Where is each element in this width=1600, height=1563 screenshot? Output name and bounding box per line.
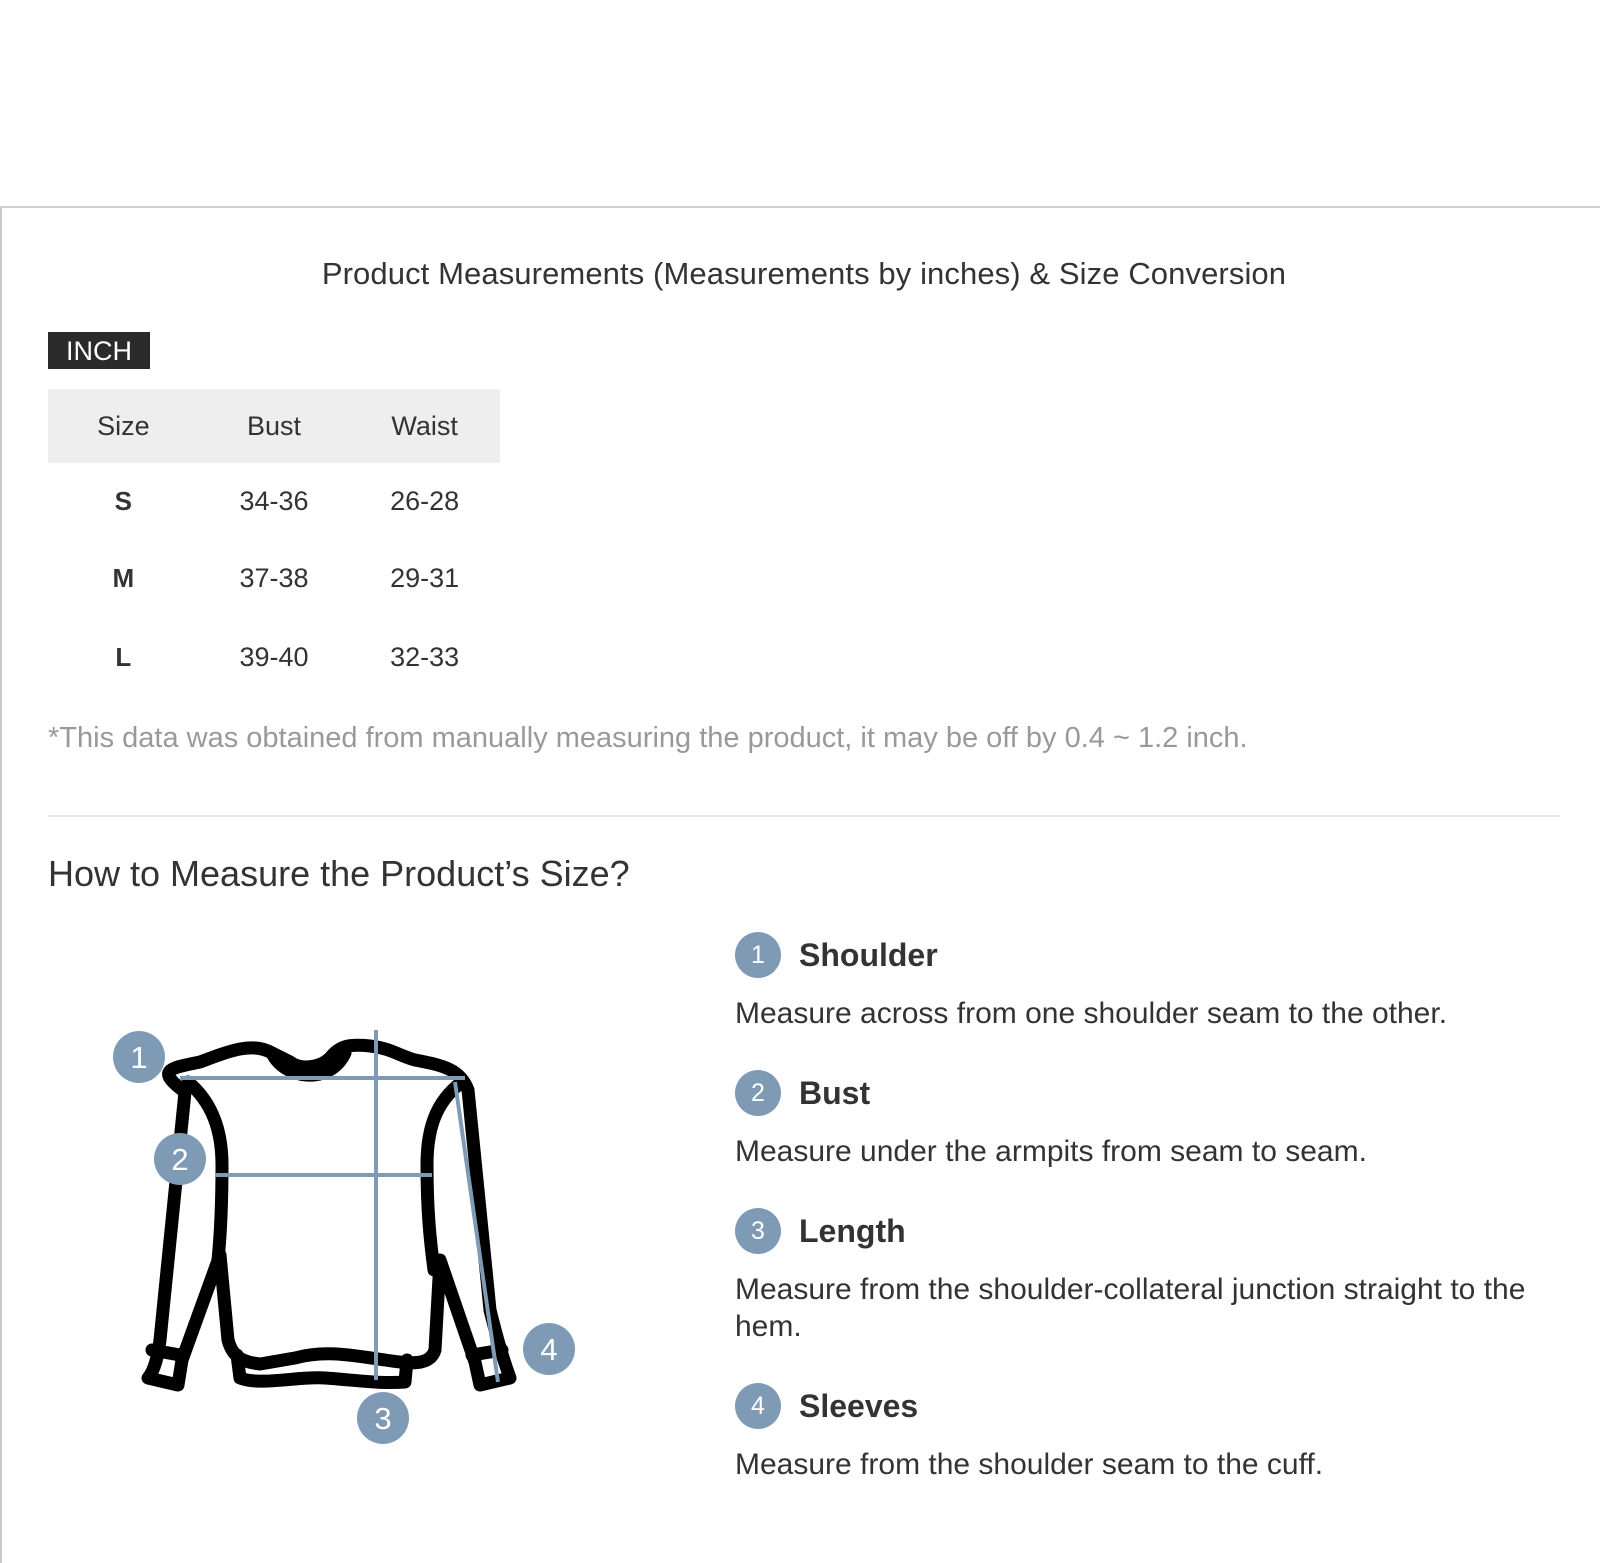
cell-waist: 32-33 [390, 642, 460, 672]
step-shoulder [735, 932, 1555, 1032]
table-row [48, 539, 500, 618]
header-bust: Bust [199, 389, 350, 463]
size-table [48, 389, 500, 697]
cell-size: S [114, 485, 132, 516]
step-number-badge: 4 [735, 1383, 781, 1429]
step-sleeves [735, 1383, 1555, 1483]
header-waist: Waist [349, 389, 500, 463]
cell-bust: 37-38 [239, 563, 309, 593]
step-description: Measure under the armpits from seam to seam. [735, 1135, 1367, 1168]
step-length [735, 1208, 1555, 1345]
step-description: Measure across from one shoulder seam to the other. [735, 997, 1448, 1030]
cell-size: M [112, 563, 135, 593]
table-row [48, 463, 500, 539]
table-row [48, 618, 500, 697]
marker-3-label: 3 [374, 1401, 392, 1436]
cell-size: L [115, 642, 132, 672]
cell-waist: 29-31 [390, 563, 460, 593]
marker-2-label: 2 [171, 1142, 189, 1177]
header-size: Size [48, 389, 199, 463]
unit-badge-inch[interactable]: INCH [48, 332, 150, 369]
step-label: Sleeves [799, 1387, 919, 1424]
sweater-measurement-diagram [100, 1010, 600, 1490]
cell-waist: 26-28 [390, 485, 460, 516]
step-description: Measure from the shoulder-collateral junction straight to the hem. [735, 1273, 1526, 1343]
table-header-row [48, 389, 500, 463]
step-description: Measure from the shoulder seam to the cuff. [735, 1448, 1324, 1481]
measurement-disclaimer: *This data was obtained from manually measuring the product, it may be off by 0.4 ~ 1.2 inch. [48, 722, 1248, 754]
marker-1-label: 1 [130, 1040, 148, 1075]
step-number-badge: 1 [735, 932, 781, 978]
step-number-badge: 3 [735, 1208, 781, 1254]
cell-bust: 39-40 [239, 642, 309, 672]
page-title: Product Measurements (Measurements by inches) & Size Conversion [321, 256, 1287, 291]
step-number-badge: 2 [735, 1070, 781, 1116]
step-label: Bust [799, 1074, 871, 1111]
cell-bust: 34-36 [239, 485, 309, 516]
how-to-measure-title: How to Measure the Product’s Size? [48, 853, 630, 894]
step-label: Length [799, 1212, 906, 1249]
step-label: Shoulder [799, 936, 938, 973]
marker-4-label: 4 [540, 1332, 558, 1367]
section-divider [48, 815, 1560, 817]
measurement-guide [735, 932, 1555, 1483]
step-bust [735, 1070, 1555, 1170]
